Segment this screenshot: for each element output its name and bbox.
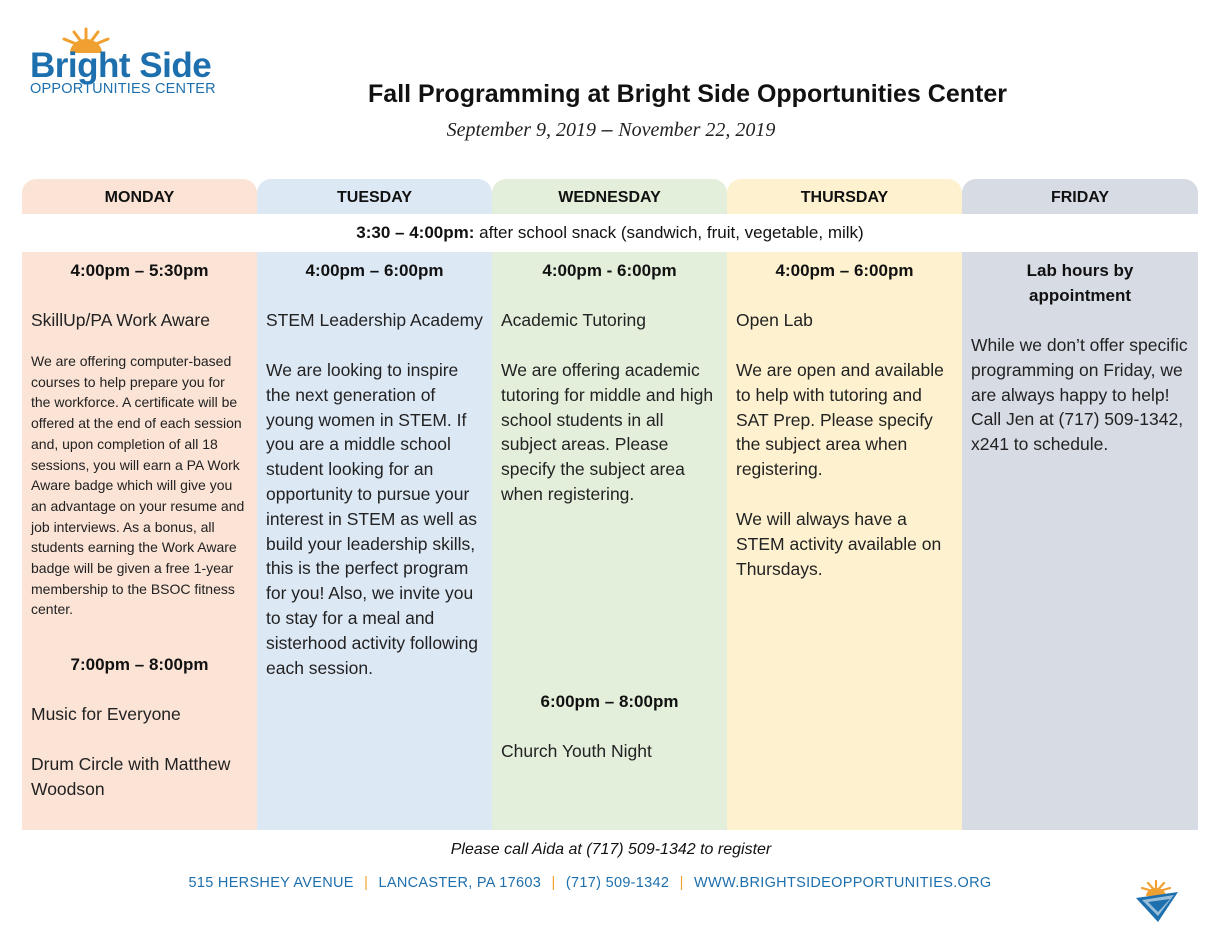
- friday-description-1: While we don’t offer specific programming on Friday, we are always happy to help! Call Jen at (717) 509-1342, x241 to schedule.: [971, 335, 1188, 455]
- friday-column: [962, 252, 1198, 830]
- footer-logo-icon: [1134, 878, 1180, 924]
- wednesday-program-1: Academic Tutoring: [501, 310, 646, 330]
- page-title: Fall Programming at Bright Side Opportunities Center: [368, 80, 1007, 108]
- wednesday-time-1: 4:00pm - 6:00pm: [542, 261, 677, 280]
- monday-program-3: Drum Circle with Matthew Woodson: [31, 754, 231, 800]
- monday-time-1: 4:00pm – 5:30pm: [70, 261, 209, 280]
- thursday-program-1: Open Lab: [736, 310, 813, 330]
- monday-column: [22, 252, 257, 830]
- day-header-wednesday: WEDNESDAY: [492, 179, 727, 214]
- logo-subtitle: OPPORTUNITIES CENTER: [30, 81, 216, 97]
- day-header-tuesday: TUESDAY: [257, 179, 492, 214]
- date-range: [0, 119, 1218, 142]
- snack-time: 3:30 – 4:00pm:: [356, 223, 475, 242]
- footer-separator: |: [551, 875, 556, 891]
- register-note: Please call Aida at (717) 509-1342 to register: [450, 841, 772, 858]
- thursday-description-1: We are open and available to help with tutoring and SAT Prep. Please specify the subject area when registering.: [736, 360, 944, 480]
- date-start: September 9, 2019: [446, 119, 596, 141]
- wednesday-column: [492, 252, 727, 830]
- friday-time-1: Lab hours by appointment: [1026, 261, 1134, 305]
- thursday-column: [727, 252, 962, 830]
- footer-separator: |: [679, 875, 684, 891]
- monday-time-2: 7:00pm – 8:00pm: [70, 655, 209, 675]
- tuesday-program-1: STEM Leadership Academy: [266, 310, 483, 330]
- day-header-friday: FRIDAY: [962, 179, 1198, 214]
- logo-name: Bright Side: [30, 46, 212, 85]
- day-header-monday: MONDAY: [22, 179, 257, 214]
- footer-phone: (717) 509-1342: [565, 875, 670, 891]
- date-end: November 22, 2019: [618, 119, 776, 141]
- schedule-table: [22, 179, 1198, 831]
- monday-program-2: Music for Everyone: [31, 704, 181, 725]
- snack-row: [22, 214, 1198, 252]
- snack-text: after school snack (sandwich, fruit, vegetable, milk): [474, 223, 864, 242]
- date-separator: –: [595, 119, 619, 141]
- wednesday-time-2: 6:00pm – 8:00pm: [540, 691, 679, 711]
- monday-description-1: We are offering computer-based courses to help prepare you for the workforce. A certificate will be offered at the end of each session and, upon completion of all 18 sessions, you will earn a PA Work Aware badge which will give you an advantage on your resume and job interviews. As a bonus, all students earning the Work Aware badge will be given a free 1-year membership to the BSOC fitness center.: [31, 353, 245, 618]
- day-header-thursday: THURSDAY: [727, 179, 962, 214]
- footer-address: 515 HERSHEY AVENUE: [188, 875, 354, 891]
- footer-separator: |: [364, 875, 369, 891]
- wednesday-program-2: Church Youth Night: [501, 740, 652, 761]
- monday-program-1: SkillUp/PA Work Aware: [31, 310, 210, 330]
- thursday-description-2: We will always have a STEM activity available on Thursdays.: [736, 508, 942, 579]
- tuesday-description-1: We are looking to inspire the next generation of young women in STEM. If you are a middle school student looking for an opportunity to pursue your interest in STEM as well as build your leadership skills, this is the perfect program for you! Also, we invite you to stay for a meal and sisterhood activity following each session.: [266, 360, 479, 678]
- tuesday-column: [257, 252, 492, 830]
- footer-website[interactable]: WWW.BRIGHTSIDEOPPORTUNITIES.ORG: [694, 875, 992, 891]
- footer-city: LANCASTER, PA 17603: [378, 875, 542, 891]
- thursday-time-1: 4:00pm – 6:00pm: [775, 261, 914, 280]
- wednesday-description-1: We are offering academic tutoring for middle and high school students in all subject areas. Please specify the subject area when registering.: [501, 360, 714, 504]
- footer-contact: [0, 875, 1180, 891]
- tuesday-time-1: 4:00pm – 6:00pm: [305, 261, 444, 280]
